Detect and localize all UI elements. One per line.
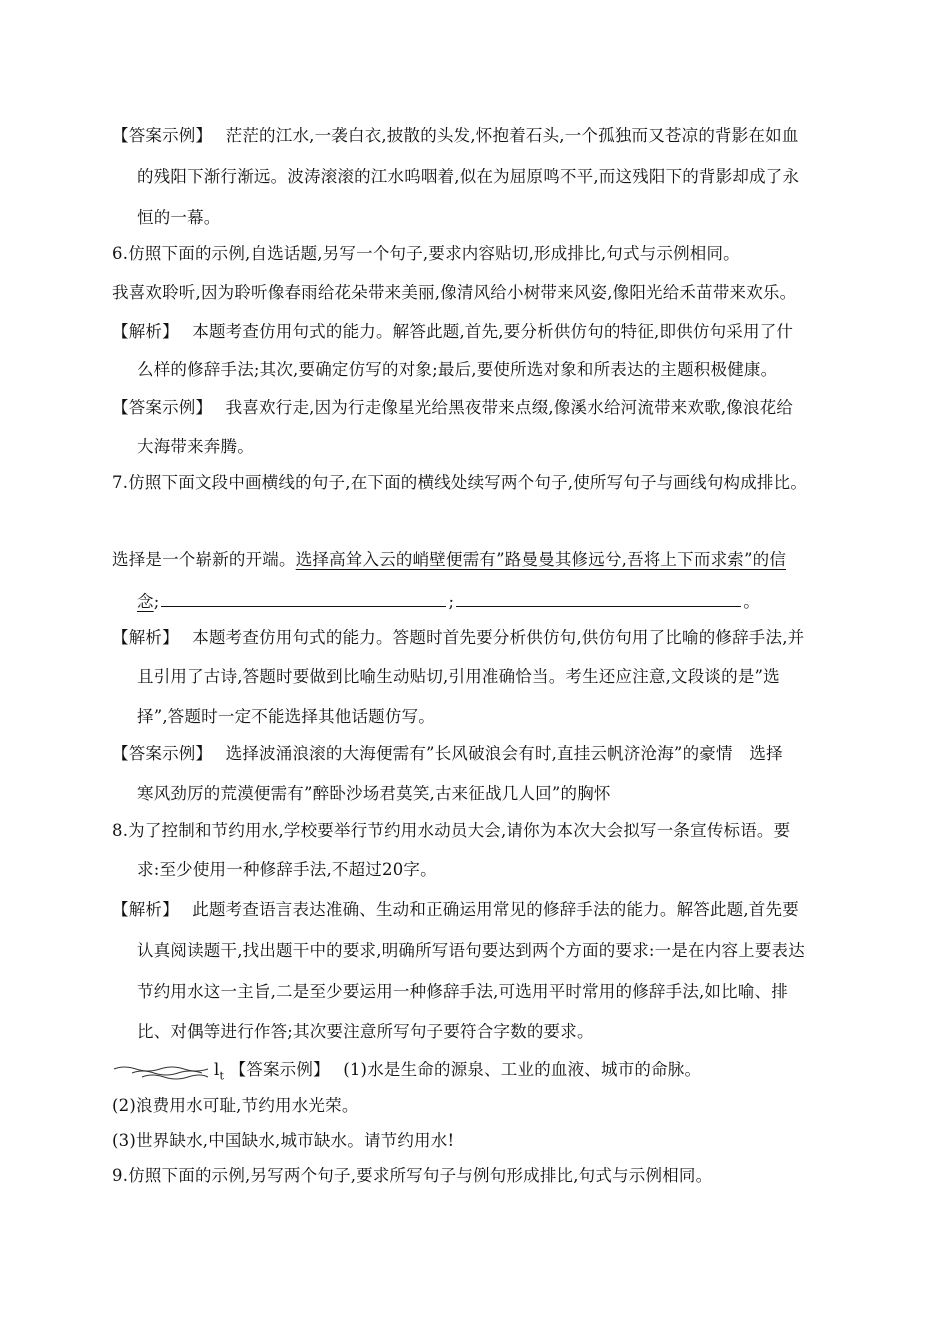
passage-text: 选择是一个崭新的开端。 [112, 550, 296, 569]
q7-answer-line-1 [112, 742, 783, 766]
sentence-end: 。 [743, 592, 760, 611]
analysis-label: 【解析】 [112, 322, 179, 341]
q6-example: 我喜欢聆听,因为聆听像春雨给花朵带来美丽,像清风给小树带来风姿,像阳光给禾苗带来欢乐。 [112, 283, 797, 302]
q5-answer-line-2: 的残阳下渐行渐远。波涛滚滚的江水呜咽着,似在为屈原鸣不平,而这残阳下的背影却成了永 [137, 167, 800, 186]
underlined-sentence: 选择高耸入云的峭壁便需有”路曼曼其修远兮,吾将上下而求索”的信 [295, 550, 787, 569]
analysis-text: 此题考查语言表达准确、生动和正确运用常见的修辞手法的能力。解答此题,首先要 [192, 900, 799, 919]
q6-analysis-line-1 [112, 320, 793, 344]
analysis-label: 【解析】 [112, 900, 179, 919]
analysis-text: 本题考查仿用句式的能力。解答此题,首先,要分析供仿句的特征,即供仿句采用了什 [192, 322, 794, 341]
q8-answer-line-1 [214, 1058, 701, 1088]
wave-mark-icon [112, 1063, 210, 1081]
q8-answer-line-3: (3)世界缺水,中国缺水,城市缺水。请节约用水! [112, 1131, 455, 1150]
answer-label: 【答案示例】 [229, 1060, 330, 1079]
q8-question-line-1: 8.为了控制和节约用水,学校要举行节约用水动员大会,请你为本次大会拟写一条宣传标语。要 [112, 821, 791, 840]
q8-answer-line-2: (2)浪费用水可耻,节约用水光荣。 [112, 1096, 359, 1115]
answer-label: 【答案示例】 [112, 398, 213, 417]
q7-answer-line-2: 寒风劲厉的荒漠便需有”醉卧沙场君莫笑,古来征战几人回”的胸怀 [137, 784, 611, 803]
mark-t: t [219, 1069, 225, 1083]
q7-question: 7.仿照下面文段中画横线的句子,在下面的横线处续写两个句子,使所写句子与画线句构成排比。 [112, 473, 808, 492]
q8-question-line-2: 求:至少使用一种修辞手法,不超过20字。 [137, 860, 437, 879]
answer-text: 选择波涌浪滚的大海便需有”长风破浪会有时,直挂云帆济沧海”的豪情 选择 [225, 744, 783, 763]
q7-analysis-line-3: 择”,答题时一定不能选择其他话题仿写。 [137, 707, 435, 726]
answer-text: 茫茫的江水,一袭白衣,披散的头发,怀抱着石头,一个孤独而又苍凉的背影在如血 [225, 126, 799, 145]
q7-analysis-line-2: 且引用了古诗,答题时要做到比喻生动贴切,引用准确恰当。考生还应注意,文段谈的是”选 [137, 667, 780, 686]
q8-analysis-line-3: 节约用水这一主旨,二是至少要运用一种修辞手法,可选用平时常用的修辞手法,如比喻、排 [137, 982, 788, 1001]
q6-answer-line-2: 大海带来奔腾。 [137, 437, 254, 456]
fill-blank-2[interactable] [456, 590, 741, 607]
q7-passage-line-2 [137, 590, 760, 614]
separator: ; [448, 592, 455, 611]
analysis-label: 【解析】 [112, 628, 179, 647]
fill-blank-1[interactable] [161, 590, 446, 607]
q8-analysis-line-1 [112, 898, 799, 922]
q6-answer-line-1 [112, 396, 793, 420]
q7-passage-line-1 [112, 548, 786, 572]
answer-text: 我喜欢行走,因为行走像星光给黑夜带来点缀,像溪水给河流带来欢歌,像浪花给 [225, 398, 794, 417]
answer-label: 【答案示例】 [112, 744, 213, 763]
q5-answer-line-1 [112, 124, 799, 148]
q8-analysis-line-4: 比、对偶等进行作答;其次要注意所写句子要符合字数的要求。 [137, 1022, 594, 1041]
q6-question: 6.仿照下面的示例,自选话题,另写一个句子,要求内容贴切,形成排比,句式与示例相同。 [112, 244, 740, 263]
q5-answer-line-3: 恒的一幕。 [137, 208, 221, 227]
answer-label: 【答案示例】 [112, 126, 213, 145]
q7-analysis-line-1 [112, 626, 804, 650]
mark-l: l [214, 1060, 220, 1079]
q6-analysis-line-2: 么样的修辞手法;其次,要确定仿写的对象;最后,要使所选对象和所表达的主题积极健康。 [137, 360, 778, 379]
q8-analysis-line-2: 认真阅读题干,找出题干中的要求,明确所写语句要达到两个方面的要求:一是在内容上要表达 [137, 941, 805, 960]
separator: ; [153, 592, 160, 611]
underlined-sentence-end: 念 [137, 592, 154, 611]
answer-text: (1)水是生命的源泉、工业的血液、城市的命脉。 [343, 1060, 702, 1079]
q9-question: 9.仿照下面的示例,另写两个句子,要求所写句子与例句形成排比,句式与示例相同。 [112, 1166, 713, 1185]
analysis-text: 本题考查仿用句式的能力。答题时首先要分析供仿句,供仿句用了比喻的修辞手法,并 [192, 628, 805, 647]
